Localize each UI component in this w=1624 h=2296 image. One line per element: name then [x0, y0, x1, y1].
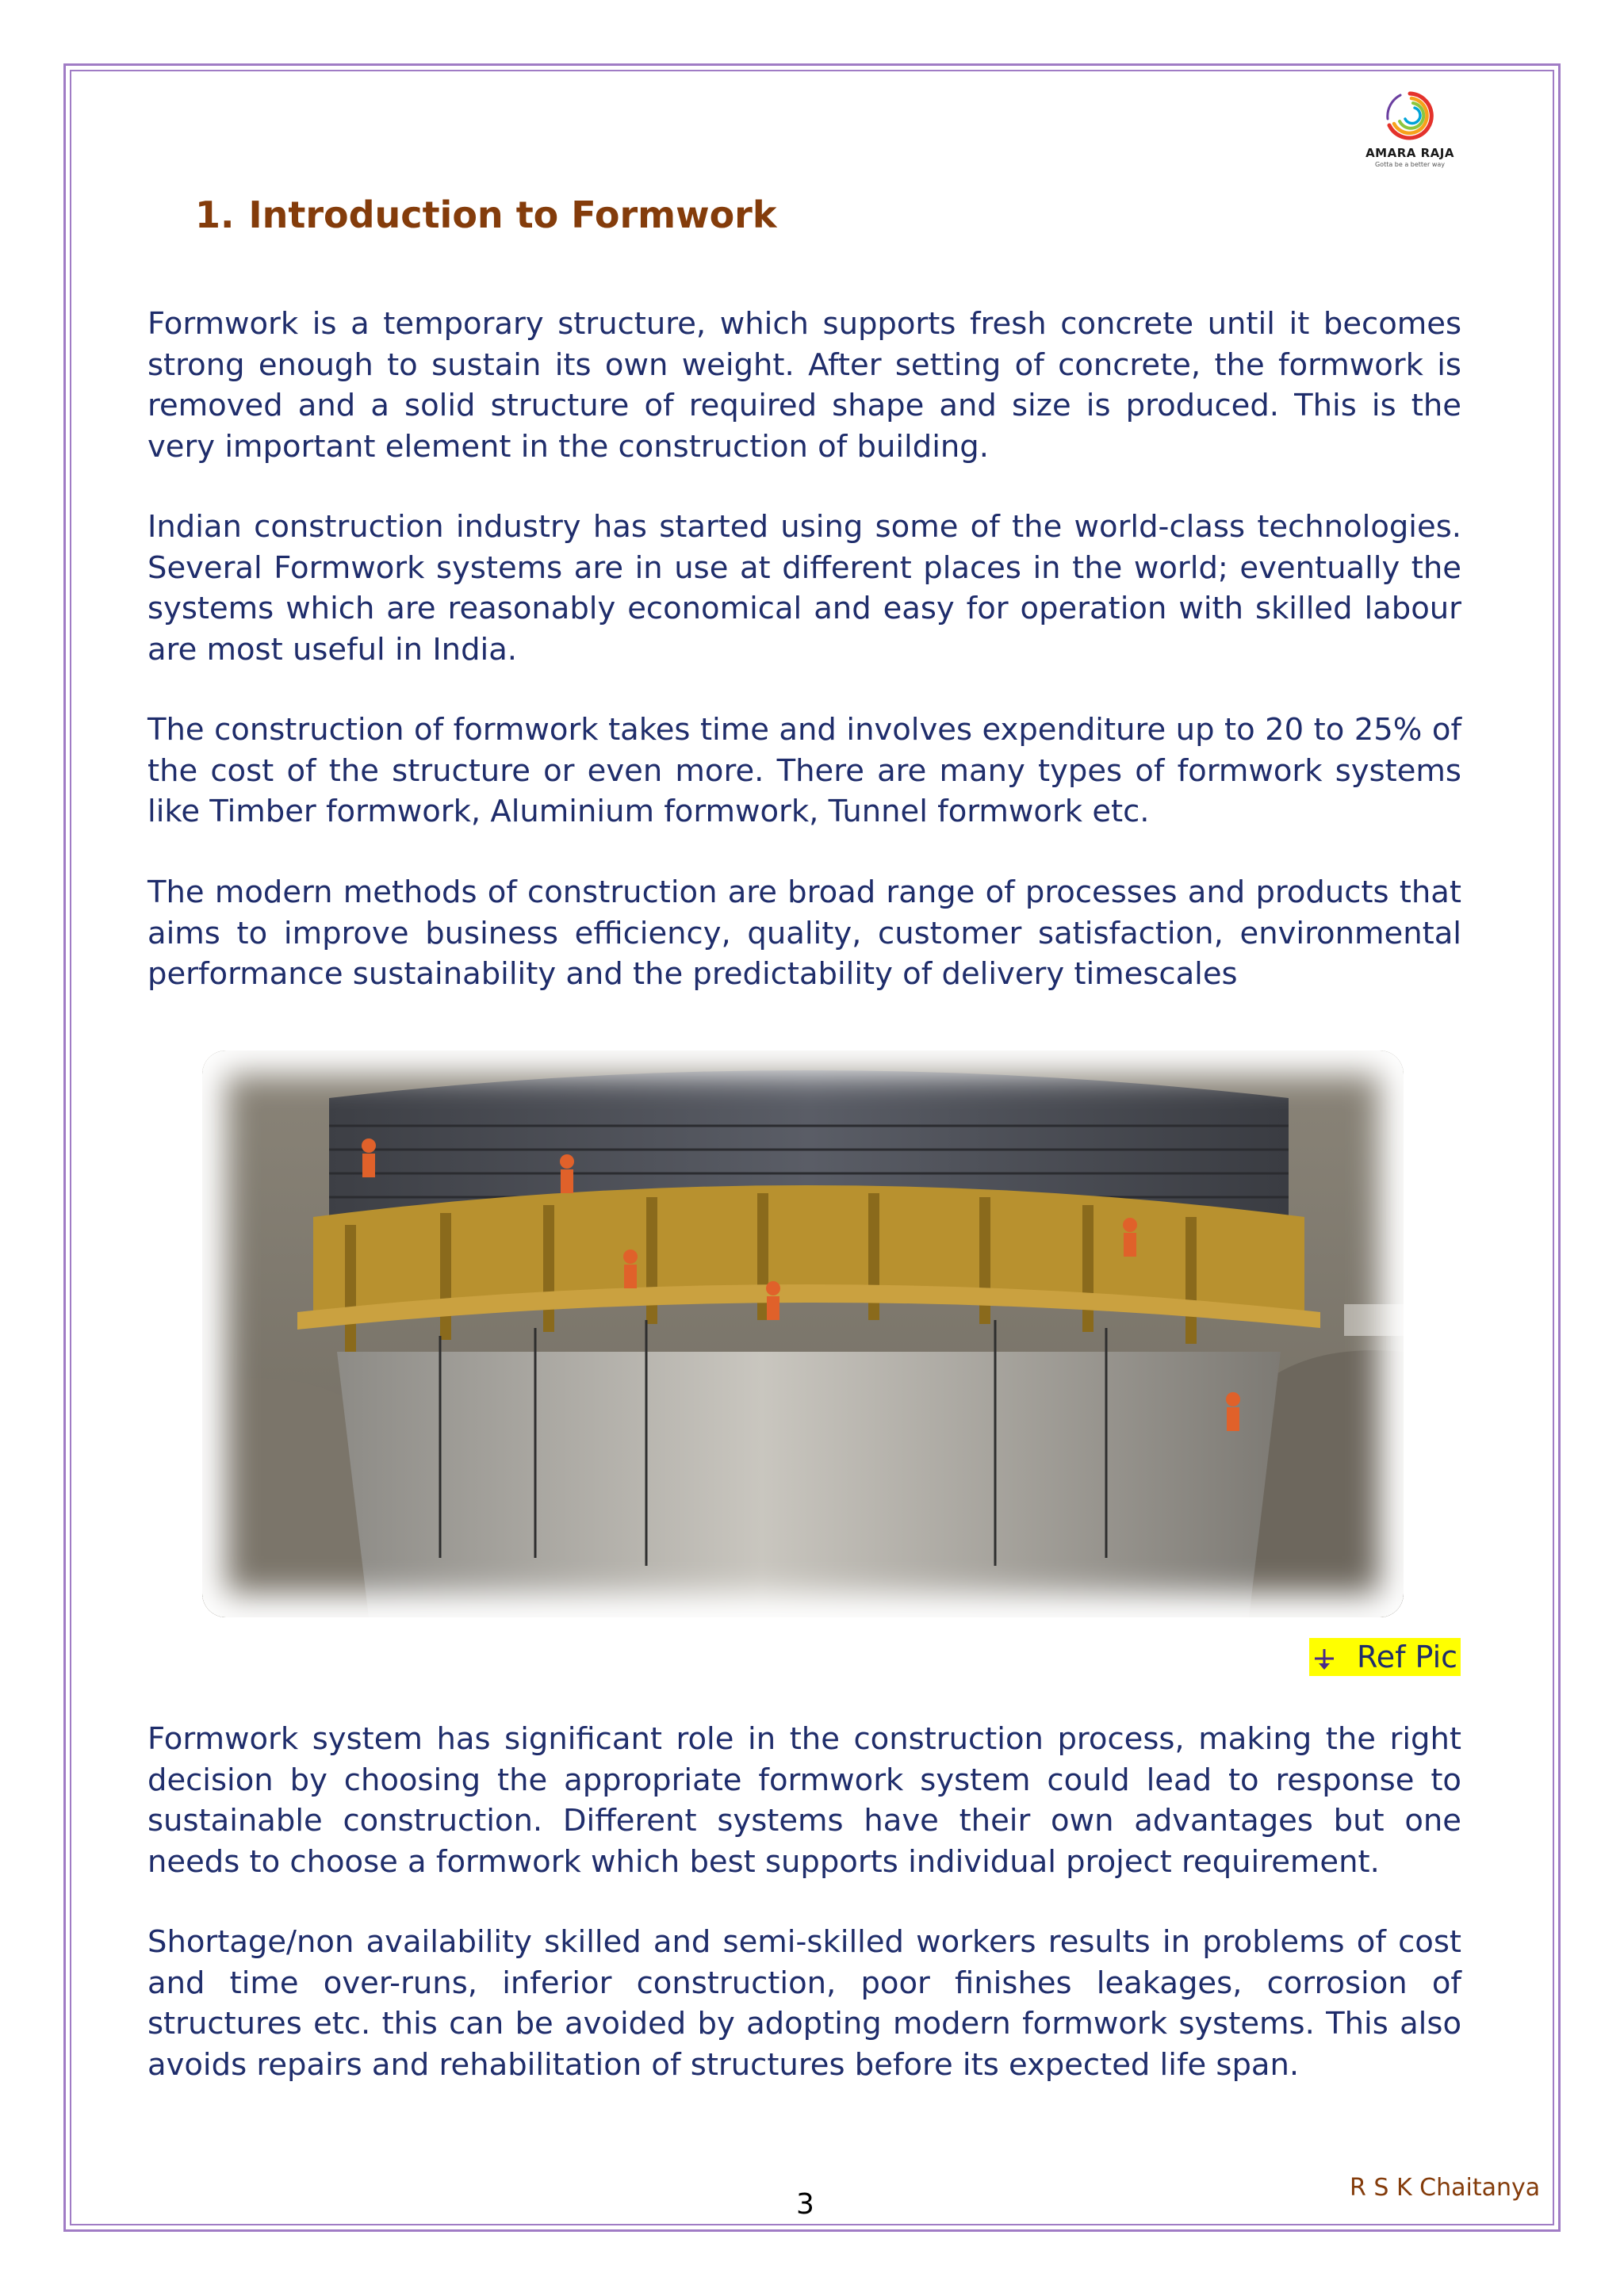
formwork-construction-photo	[202, 1050, 1404, 1617]
logo-name: AMARA RAJA	[1365, 146, 1454, 160]
author-name: R S K Chaitanya	[1350, 2174, 1541, 2202]
bullet-arrow-icon	[1312, 1647, 1336, 1671]
paragraph-modern-methods: The modern methods of construction are broad range of processes and products that aims to improve business efficiency, quality, customer satisfaction, environmental performance sustainability and the predictability of delivery timescales	[147, 874, 1461, 992]
logo-tagline: Gotta be a better way	[1374, 161, 1445, 168]
section-title: Introduction to Formwork	[248, 193, 777, 236]
page-number: 3	[796, 2188, 814, 2221]
section-heading	[195, 193, 776, 236]
section-number: 1.	[195, 193, 235, 236]
paragraph-cost: The construction of formwork takes time and involves expenditure up to 20 to 25% of the cost of the structure or even more. There are many types of formwork systems like Timber formwork, Aluminium formwork, Tunnel formwork etc.	[147, 712, 1461, 829]
figure-caption	[1309, 1638, 1461, 1676]
paragraph-indian-industry: Indian construction industry has started using some of the world-class technologies. Several Formwork systems are in use at different places in the world; eventually the systems which are reasonably economical and easy for operation with skilled labour are most useful in India.	[147, 509, 1461, 668]
paragraph-system-role: Formwork system has significant role in the construction process, making the right decision by choosing the appropriate formwork system could lead to response to sustainable construction. Different systems have their own advantages but one needs to choose a formwork which best supports individual project requirement.	[147, 1721, 1461, 1880]
paragraph-formwork-definition: Formwork is a temporary structure, which supports fresh concrete until it becomes strong enough to sustain its own weight. After setting of concrete, the formwork is removed and a solid structure of required shape and size is produced. This is the very important element in the construction of building.	[147, 306, 1461, 465]
company-logo	[1354, 87, 1465, 178]
figure-caption-text: Ref Pic	[1357, 1640, 1458, 1674]
logo-swirl-icon	[1378, 87, 1442, 144]
paragraph-skilled-shortage: Shortage/non availability skilled and semi-skilled workers results in problems of cost and time over-runs, inferior construction, poor finishes leakages, corrosion of structures etc. this can be avoided by adopting modern formwork systems. This also avoids repairs and rehabilitation of structures before its expected life span.	[147, 1924, 1461, 2083]
